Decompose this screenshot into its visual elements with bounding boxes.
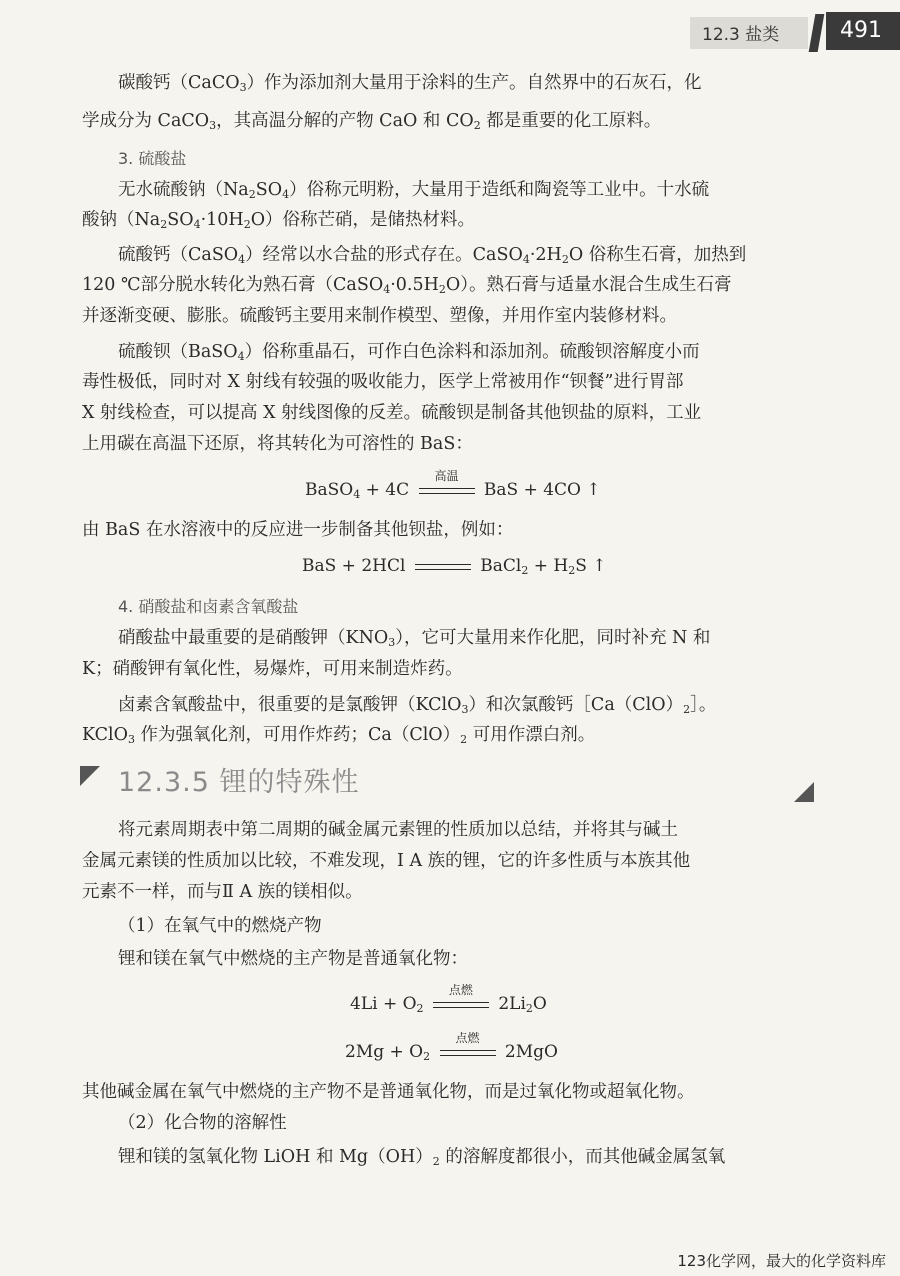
list-item-heading: （2）化合物的溶解性 (118, 1113, 287, 1133)
paragraph-line: 卤素含氧酸盐中，很重要的是氯酸钾（KClO$_3$）和次氯酸钙$[Ca(ClO)_2]$。 (118, 695, 717, 716)
paragraph-line: X 射线检查，可以提高 X 射线图像的反差。硫酸钡是制备其他钡盐的原料，工业 (82, 403, 702, 423)
reaction-equals-sign: 高温 (419, 481, 475, 501)
reaction-equals-sign (415, 557, 471, 577)
paragraph-line: KClO$_3$ 作为强氧化剂，可用作炸药；$Ca(ClO)_2$ 可用作漂白剂。 (82, 725, 596, 746)
subheading-nitrates: 4. 硝酸盐和卤素含氧酸盐 (118, 597, 299, 616)
paragraph-line: 酸钠$(Na_2SO_4\cdot 10H_2O)$俗称芒硝，是储热材料。 (82, 210, 476, 231)
paragraph-line: 学成分为 CaCO$_3$，其高温分解的产物 CaO 和 $CO_2$ 都是重要的化工原料。 (82, 111, 662, 132)
paragraph-line: 毒性极低，同时对 X 射线有较强的吸收能力，医学上常被用作“钡餐”进行胃部 (82, 372, 684, 392)
section-title: 12.3.5 锂的特殊性 (118, 767, 360, 798)
footer-watermark: 123化学网，最大的化学资料库 (677, 1252, 886, 1270)
paragraph-line: 120 ℃部分脱水转化为熟石膏$(CaSO_4\cdot 0.5H_2O)$。熟石膏与适量水混合生成生石膏 (82, 275, 732, 296)
paragraph-line: 由 BaS 在水溶液中的反应进一步制备其他钡盐，例如： (82, 520, 514, 540)
equation-mg-combustion: $2Mg + O_2$ 点燃 2MgO (345, 1030, 558, 1063)
paragraph-line: 锂和镁在氧气中燃烧的主产物是普通氧化物： (118, 949, 468, 969)
paragraph-line: 硝酸盐中最重要的是硝酸钾$(KNO_3)$，它可大量用来作化肥，同时补充 N 和 (118, 628, 711, 649)
paragraph-line: K；硝酸钾有氧化性，易爆炸，可用来制造炸药。 (82, 659, 463, 679)
list-item-heading: （1）在氧气中的燃烧产物 (118, 916, 322, 936)
paragraph-line: 硫酸钡（BaSO$_4$）俗称重晶石，可作白色涂料和添加剂。硫酸钡溶解度小而 (118, 342, 700, 363)
paragraph-line: 元素不一样，而与Ⅱ A 族的镁相似。 (82, 882, 363, 902)
paragraph-line: 硫酸钙（CaSO$_4$）经常以水合盐的形式存在。$CaSO_4\cdot 2H_2O$ 俗称生石膏，加热到 (118, 245, 747, 266)
paragraph-line: 将元素周期表中第二周期的碱金属元素锂的性质加以总结，并将其与碱土 (118, 820, 678, 840)
section-marker-icon (80, 766, 100, 786)
paragraph-line: 无水硫酸钠$(Na_2SO_4)$俗称元明粉，大量用于造纸和陶瓷等工业中。十水硫 (118, 180, 710, 201)
page-number: 491 (826, 12, 900, 50)
reaction-equals-sign: 点燃 (440, 1043, 496, 1063)
paragraph-line: 金属元素镁的性质加以比较，不难发现，Ⅰ A 族的锂，它的许多性质与本族其他 (82, 851, 691, 871)
paragraph-line: 上用碳在高温下还原，将其转化为可溶性的 BaS： (82, 434, 473, 454)
header-section-label: 12.3 盐类 (702, 25, 780, 45)
paragraph-line: 并逐渐变硬、膨胀。硫酸钙主要用来制作模型、塑像，并用作室内装修材料。 (82, 306, 677, 326)
subheading-sulfates: 3. 硫酸盐 (118, 149, 187, 168)
equation-li-combustion: $4Li + O_2$ 点燃 $2Li_2O$ (350, 982, 547, 1015)
paragraph-line: 锂和镁的氢氧化物 LiOH 和 $Mg(OH)_2$ 的溶解度都很小，而其他碱金属氢氧 (118, 1147, 726, 1168)
reaction-equals-sign: 点燃 (433, 995, 489, 1015)
equation-baso4-reduction: BaSO$_4$ + 4C 高温 BaS + 4CO ↑ (305, 468, 601, 501)
section-end-marker-icon (794, 782, 814, 802)
equation-bas-hcl: BaS + 2HCl BaCl$_2$ + $H_2S$ ↑ (302, 556, 607, 577)
paragraph-line: 碳酸钙（CaCO$_3$）作为添加剂大量用于涂料的生产。自然界中的石灰石，化 (118, 73, 702, 94)
header-divider (809, 14, 825, 52)
paragraph-line: 其他碱金属在氧气中燃烧的主产物不是普通氧化物，而是过氧化物或超氧化物。 (82, 1082, 695, 1102)
